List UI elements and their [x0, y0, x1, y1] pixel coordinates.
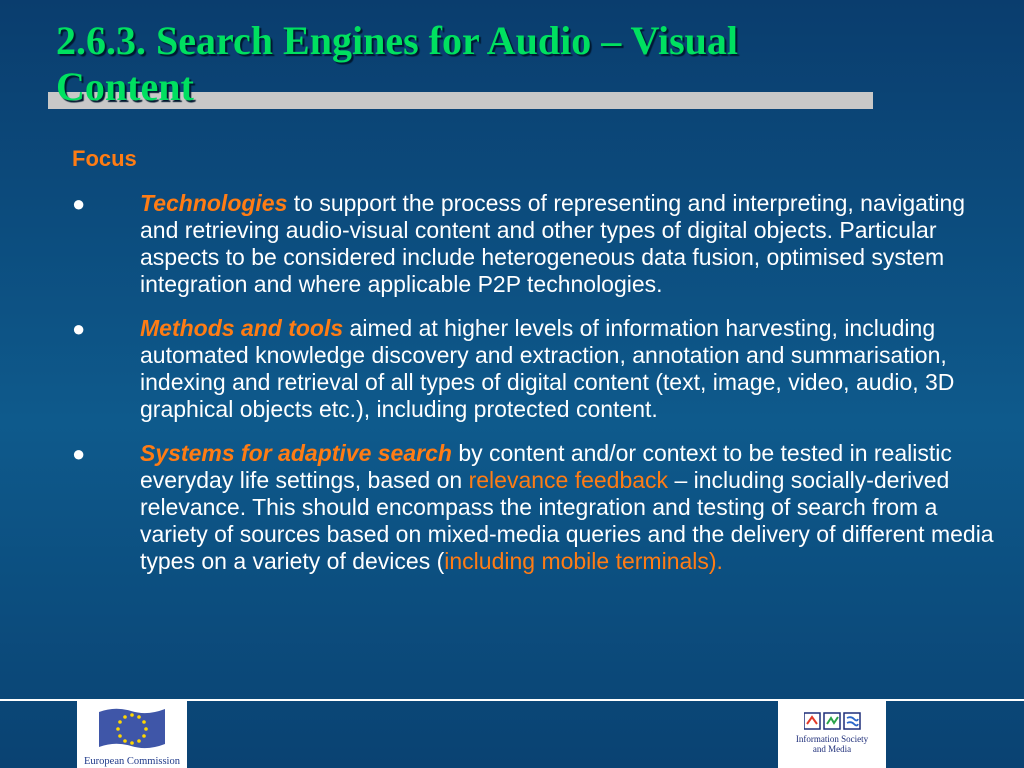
eu-flag-icon [95, 704, 169, 752]
item-text-part-a: by content and/or context to be tested in realistic everyday life settings, based on [140, 440, 952, 493]
item-text: to support the process of representing and interpreting, navigating and retrieving audio-visual content and other types of digital objects. Particular aspects to be considered include heterogeneous data fusion, optimised system integration and where applicable P2P technologies. [140, 190, 966, 297]
list-item-adaptive-search [72, 440, 1002, 575]
item-keyword: Methods and tools [140, 315, 344, 341]
highlight-mobile-terminals: including mobile terminals). [444, 548, 723, 574]
bullet-icon: ● [72, 316, 86, 341]
focus-heading: Focus [72, 146, 137, 171]
item-text: aimed at higher levels of information harvesting, including automated knowledge discovery and extraction, annotation and summarisation, indexing and retrieval of all types of digital content (text, image, video, audio, 3D graphical objects etc.), including protected content. [140, 315, 955, 422]
item-text-part-b: – including socially-derived relevance. This should encompass the integration and testing of search from a variety of sources based on mixed-media queries and the delivery of different media types on a variety of devices ( [140, 467, 994, 574]
item-keyword: Technologies [140, 190, 288, 216]
bullet-list [72, 190, 1002, 575]
item-keyword: Systems for adaptive search [140, 440, 452, 466]
information-society-label-line-1: Information Society [795, 734, 869, 744]
european-commission-label: European Commission [84, 756, 180, 767]
bullet-icon: ● [72, 441, 86, 466]
european-commission-logo [77, 701, 187, 768]
list-item-technologies [72, 190, 1002, 298]
bullet-icon: ● [72, 191, 86, 216]
information-society-logo [778, 699, 886, 768]
information-society-label-line-2: and Media [812, 744, 852, 754]
highlight-relevance-feedback: relevance feedback [468, 467, 669, 493]
list-item-methods-and-tools [72, 315, 1002, 423]
information-society-label [778, 734, 886, 754]
slide-title-line-1: 2.6.3. Search Engines for Audio – Visual [56, 18, 738, 63]
slide-title [56, 18, 956, 110]
information-society-icon [804, 711, 862, 731]
slide-title-line-2: Content [56, 64, 194, 109]
